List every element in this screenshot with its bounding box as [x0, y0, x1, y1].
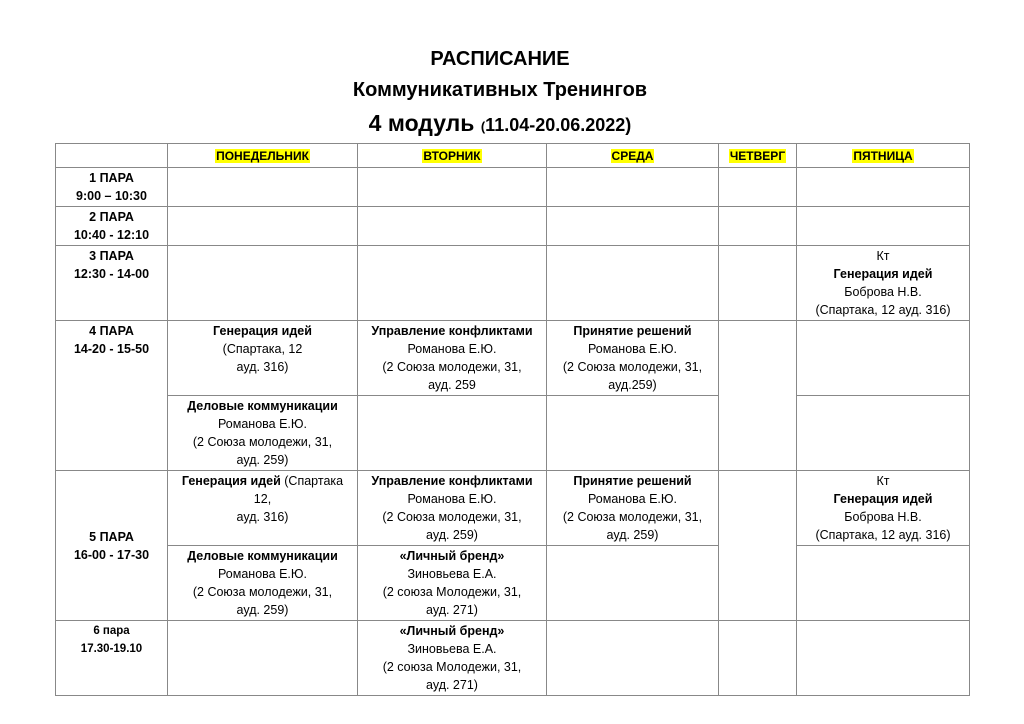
day-header: ВТОРНИК [358, 144, 547, 168]
period-row [56, 546, 970, 621]
class-cell: Управление конфликтами Романова Е.Ю. (2 Союза молодежи, 31, ауд. 259 [358, 321, 547, 396]
period-row [56, 471, 970, 546]
class-cell: «Личный бренд» Зиновьева Е.А. (2 союза Молодежи, 31, ауд. 271) [358, 546, 547, 621]
class-cell [547, 546, 719, 621]
class-cell: Генерация идей (Спартака 12, ауд. 316) [168, 471, 358, 546]
class-cell [719, 246, 797, 321]
schedule-subtitle: Коммуникативных Тренингов [352, 79, 648, 101]
class-cell [547, 621, 719, 696]
module-line [0, 110, 1000, 137]
period-cell: 5 ПАРА 16-00 - 17-30 [56, 471, 168, 621]
period-row [56, 246, 970, 321]
class-cell [358, 246, 547, 321]
class-cell: Управление конфликтами Романова Е.Ю. (2 Союза молодежи, 31, ауд. 259) [358, 471, 547, 546]
class-cell: Принятие решений Романова Е.Ю. (2 Союза молодежи, 31, ауд.259) [547, 321, 719, 396]
period-cell: 4 ПАРА 14-20 - 15-50 [56, 321, 168, 471]
class-cell [547, 168, 719, 207]
class-cell [168, 207, 358, 246]
class-cell: Принятие решений Романова Е.Ю. (2 Союза молодежи, 31, ауд. 259) [547, 471, 719, 546]
schedule-title: РАСПИСАНИЕ [430, 48, 570, 70]
schedule-table [55, 143, 970, 696]
class-cell: Деловые коммуникации Романова Е.Ю. (2 Союза молодежи, 31, ауд. 259) [168, 546, 358, 621]
period-row [56, 396, 970, 471]
class-cell [168, 168, 358, 207]
class-cell [547, 207, 719, 246]
period-row [56, 207, 970, 246]
period-cell: 6 пара 17.30-19.10 [56, 621, 168, 696]
period-cell: 3 ПАРА 12:30 - 14-00 [56, 246, 168, 321]
class-cell: «Личный бренд» Зиновьева Е.А. (2 союза Молодежи, 31, ауд. 271) [358, 621, 547, 696]
period-cell: 2 ПАРА 10:40 - 12:10 [56, 207, 168, 246]
corner-cell [56, 144, 168, 168]
module-label: 4 модуль [368, 110, 475, 136]
days-header-row [56, 144, 970, 168]
class-cell [797, 546, 970, 621]
period-row [56, 621, 970, 696]
period-row [56, 168, 970, 207]
class-cell: Деловые коммуникации Романова Е.Ю. (2 Союза молодежи, 31, ауд. 259) [168, 396, 358, 471]
class-cell [168, 621, 358, 696]
class-cell: Генерация идей (Спартака, 12 ауд. 316) [168, 321, 358, 396]
class-cell: Кт Генерация идей Боброва Н.В. (Спартака, 12 ауд. 316) [797, 246, 970, 321]
class-cell: Кт Генерация идей Боброва Н.В. (Спартака, 12 ауд. 316) [797, 471, 970, 546]
class-cell [719, 621, 797, 696]
class-cell [547, 396, 719, 471]
day-header: ЧЕТВЕРГ [719, 144, 797, 168]
period-cell: 1 ПАРА 9:00 – 10:30 [56, 168, 168, 207]
class-cell [797, 168, 970, 207]
class-cell [358, 396, 547, 471]
module-paren: ( [480, 119, 486, 134]
class-cell [719, 471, 797, 621]
class-cell [797, 621, 970, 696]
class-cell [797, 321, 970, 396]
day-header: СРЕДА [547, 144, 719, 168]
class-cell [547, 246, 719, 321]
class-cell [797, 207, 970, 246]
class-cell [719, 321, 797, 471]
class-cell [797, 396, 970, 471]
day-header: ПОНЕДЕЛЬНИК [168, 144, 358, 168]
day-header: ПЯТНИЦА [797, 144, 970, 168]
class-cell [719, 207, 797, 246]
class-cell [358, 168, 547, 207]
period-row [56, 321, 970, 396]
class-cell [719, 168, 797, 207]
class-cell [168, 246, 358, 321]
module-dates: 11.04-20.06.2022) [485, 115, 632, 135]
class-cell [358, 207, 547, 246]
